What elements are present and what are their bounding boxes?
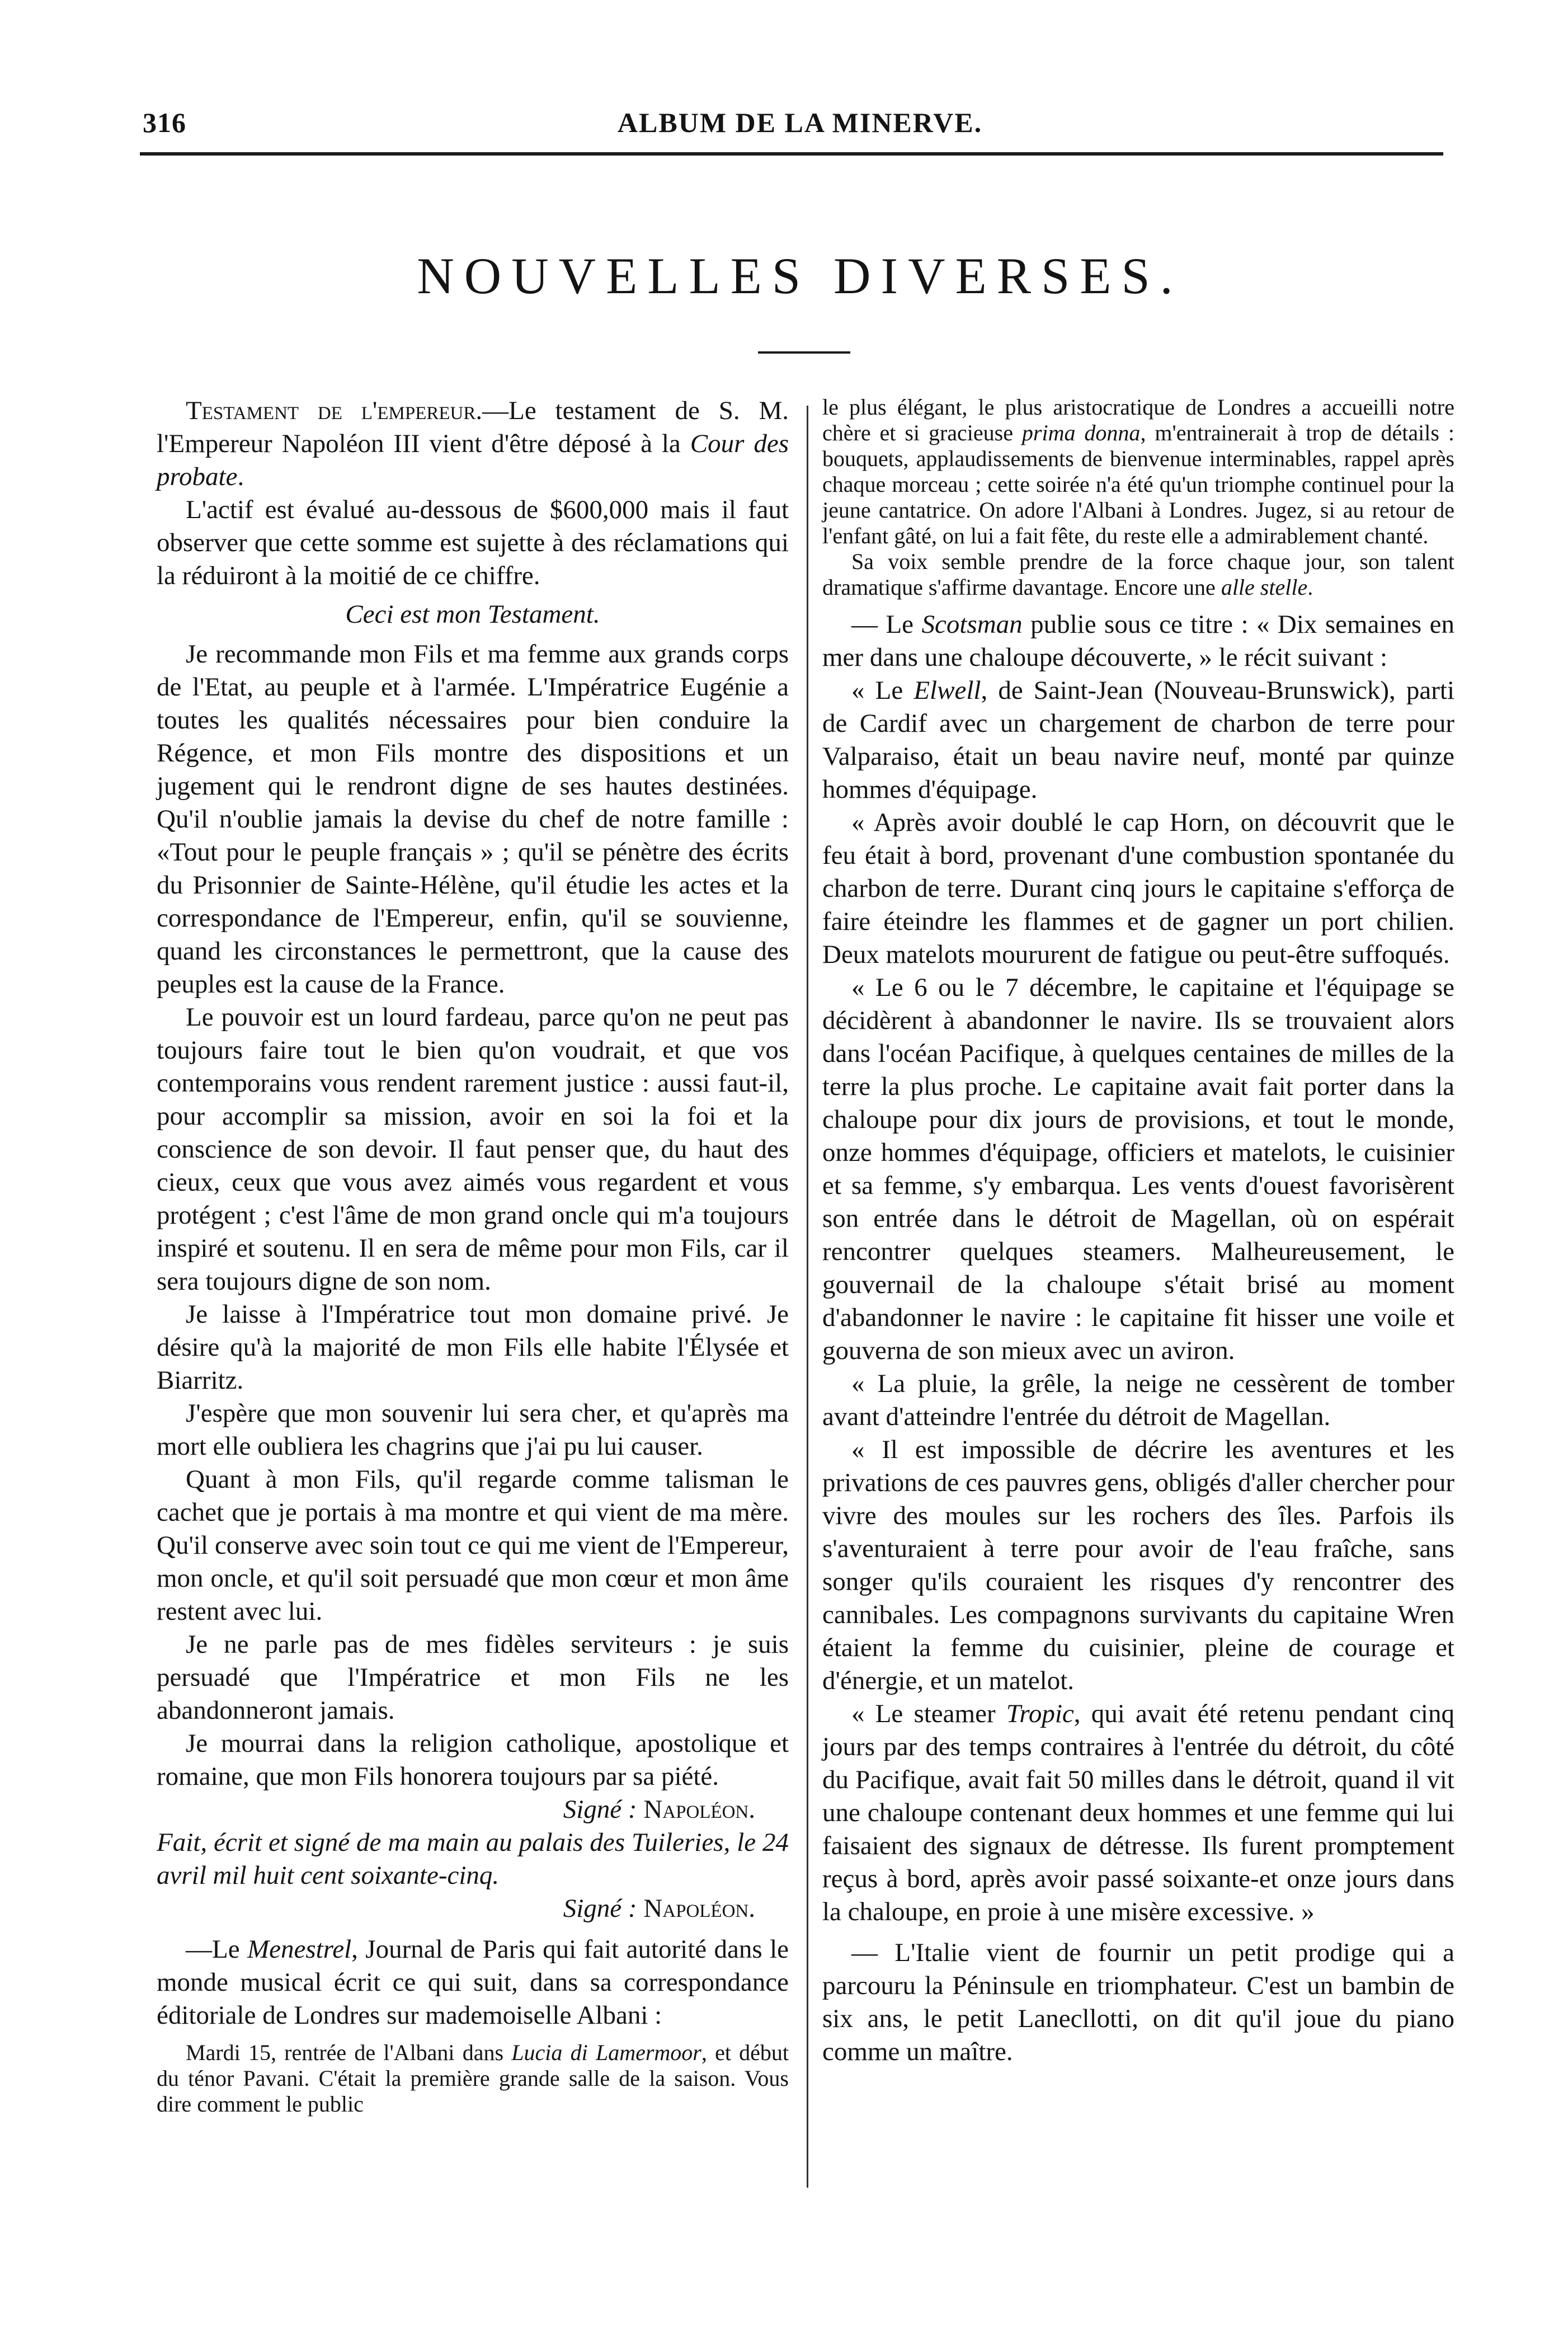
- page-number: 316: [143, 107, 186, 138]
- running-title: ALBUM DE LA MINERVE.: [617, 107, 983, 138]
- paragraph: — Le Scotsman publie sous ce titre : « Dix semaines en mer dans une chaloupe découverte, » le récit suivant :: [822, 610, 1454, 672]
- right-column: [822, 394, 1454, 2068]
- signature-name: Napoléon.: [643, 1894, 755, 1923]
- paragraph: « La pluie, la grêle, la neige ne cessèrent de tomber avant d'atteindre l'entrée du détroit de Magellan.: [822, 1369, 1454, 1431]
- section-title: NOUVELLES DIVERSES.: [417, 247, 1183, 304]
- column-divider: [807, 406, 808, 2188]
- subtitle: Ceci est mon Testament.: [345, 600, 600, 629]
- signature-line: Signé : Napoléon.: [563, 1894, 755, 1923]
- quoted-paragraph: Sa voix semble prendre de la force chaque jour, son talent dramatique s'affirme davantage. Encore une alle stelle.: [822, 549, 1454, 600]
- paragraph: Je ne parle pas de mes fidèles serviteurs : je suis persuadé que l'Impératrice et mon Fils ne les abandonneront jamais.: [157, 1630, 789, 1725]
- paragraph: Je laisse à l'Impératrice tout mon domaine privé. Je désire qu'à la majorité de mon Fils elle habite l'Élysée et Biarritz.: [157, 1300, 789, 1395]
- paragraph: « Le 6 ou le 7 décembre, le capitaine et l'équipage se décidèrent à abandonner le navire. Ils se trouvaient alors dans l'océan Pacifique, à quelques centaines de milles de la terre la plus proche. Le capitaine avait fait porter dans la chaloupe pour dix jours de provisions, et tout le monde, onze hommes d'équipage, officiers et matelots, le cuisinier et sa femme, s'y embarqua. Les vents d'ouest favorisèrent son entrée dans le détroit de Magellan, où on espérait rencontrer quelques steamers. Malheureusement, le gouvernail de la chaloupe s'était brisé au moment d'abandonner le navire : le capitaine fit hisser une voile et gouverna de son mieux avec un aviron.: [822, 973, 1454, 1365]
- paragraph: J'espère que mon souvenir lui sera cher, et qu'après ma mort elle oubliera les chagrins que j'ai pu lui causer.: [157, 1399, 789, 1461]
- page-header: [143, 100, 1457, 150]
- signature-line: Signé : Napoléon.: [563, 1795, 755, 1824]
- signature-name: Napoléon.: [643, 1795, 755, 1824]
- header-rule: [140, 152, 1443, 156]
- signed-statement: Fait, écrit et signé de ma main au palais des Tuileries, le 24 avril mil huit cent soixante-cinq.: [157, 1828, 789, 1890]
- paragraph: Testament de l'empereur.—Le testament de S. M. l'Empereur Napoléon III vient d'être déposé à la Cour des probate.: [157, 396, 789, 491]
- paragraph: Je mourrai dans la religion catholique, apostolique et romaine, que mon Fils honorera toujours par sa piété.: [157, 1729, 789, 1791]
- paragraph: Quant à mon Fils, qu'il regarde comme talisman le cachet que je portais à ma montre et qui vient de ma mère. Qu'il conserve avec soin tout ce qui me vient de l'Empereur, mon oncle, et qu'il soit persuadé que mon cœur et mon âme restent avec lui.: [157, 1465, 789, 1626]
- paragraph: L'actif est évalué au-dessous de $600,000 mais il faut observer que cette somme est sujette à des réclamations qui la réduiront à la moitié de ce chiffre.: [157, 495, 789, 590]
- article-lead: Testament de l'empereur.: [186, 396, 483, 425]
- paragraph: « Il est impossible de décrire les aventures et les privations de ces pauvres gens, obligés d'aller chercher pour vivre des moules sur les rochers des îles. Parfois ils s'aventuraient à terre pour avoir de l'eau fraîche, sans songer qu'ils couraient les risques d'y rencontrer des cannibales. Les compagnons survivants du capitaine Wren étaient la femme du cuisinier, pleine de courage et d'énergie, et un matelot.: [822, 1435, 1454, 1695]
- left-column: [157, 394, 789, 2117]
- quoted-paragraph: le plus élégant, le plus aristocratique de Londres a accueilli notre chère et si gracieuse prima donna, m'entrainerait à trop de détails : bouquets, applaudissements de bienvenue interminables, rappel après chaque morceau ; cette soirée n'a été qu'un triomphe continuel pour la jeune cantatrice. On adore l'Albani à Londres. Jugez, si au retour de l'enfant gâté, on lui a fait fête, du reste elle a admirablement chanté.: [822, 394, 1454, 548]
- quoted-paragraph: Mardi 15, rentrée de l'Albani dans Lucia di Lamermoor, et début du ténor Pavani. C'était la première grande salle de la saison. Vous dire comment le public: [157, 2040, 789, 2117]
- paragraph: « Le steamer Tropic, qui avait été retenu pendant cinq jours par des temps contraires à l'entrée du détroit, du côté du Pacifique, avait fait 50 milles dans le détroit, quand il vit une chaloupe contenant deux hommes et une femme qui lui faisaient des signaux de détresse. Ils furent promptement reçus à bord, après avoir passé soixante-et onze jours dans la chaloupe, en proie à une misère excessive. »: [822, 1699, 1454, 1926]
- paragraph: « Après avoir doublé le cap Horn, on découvrit que le feu était à bord, provenant d'une combustion spontanée du charbon de terre. Durant cinq jours le capitaine s'efforça de faire éteindre les flammes et de gagner un port chilien. Deux matelots moururent de fatigue ou peut-être suffoqués.: [822, 808, 1454, 969]
- title-rule: [758, 351, 850, 354]
- paragraph: Je recommande mon Fils et ma femme aux grands corps de l'Etat, au peuple et à l'armée. L'Impératrice Eugénie a toutes les qualités nécessaires pour bien conduire la Régence, et mon Fils montre des dispositions et un jugement qui le rendront digne de ses hautes destinées. Qu'il n'oublie jamais la devise du chef de notre famille : «Tout pour le peuple français » ; qu'il se pénètre des écrits du Prisonnier de Sainte-Hélène, qu'il étudie les actes et la correspondance de l'Empereur, enfin, qu'il se souvienne, quand les circonstances le permettront, que la cause des peuples est la cause de la France.: [157, 640, 789, 999]
- paragraph: « Le Elwell, de Saint-Jean (Nouveau-Brunswick), parti de Cardif avec un chargement de charbon de terre pour Valparaiso, était un beau navire neuf, monté par quinze hommes d'équipage.: [822, 676, 1454, 804]
- paragraph: Le pouvoir est un lourd fardeau, parce qu'on ne peut pas toujours faire tout le bien qu'on voudrait, et que vos contemporains vous rendent rarement justice : aussi faut-il, pour accomplir sa mission, avoir en soi la foi et la conscience de son devoir. Il faut penser que, du haut des cieux, ceux que vous avez aimés vous regardent et vous protégent ; c'est l'âme de mon grand oncle qui m'a toujours inspiré et soutenu. Il en sera de même pour mon Fils, car il sera toujours digne de son nom.: [157, 1003, 789, 1296]
- paragraph: —Le Menestrel, Journal de Paris qui fait autorité dans le monde musical écrit ce qui suit, dans sa correspondance éditoriale de Londres sur mademoiselle Albani :: [157, 1935, 789, 2030]
- paragraph: — L'Italie vient de fournir un petit prodige qui a parcouru la Péninsule en triomphateur. C'est un bambin de six ans, le petit Lanecllotti, on dit qu'il joue du piano comme un maître.: [822, 1938, 1454, 2066]
